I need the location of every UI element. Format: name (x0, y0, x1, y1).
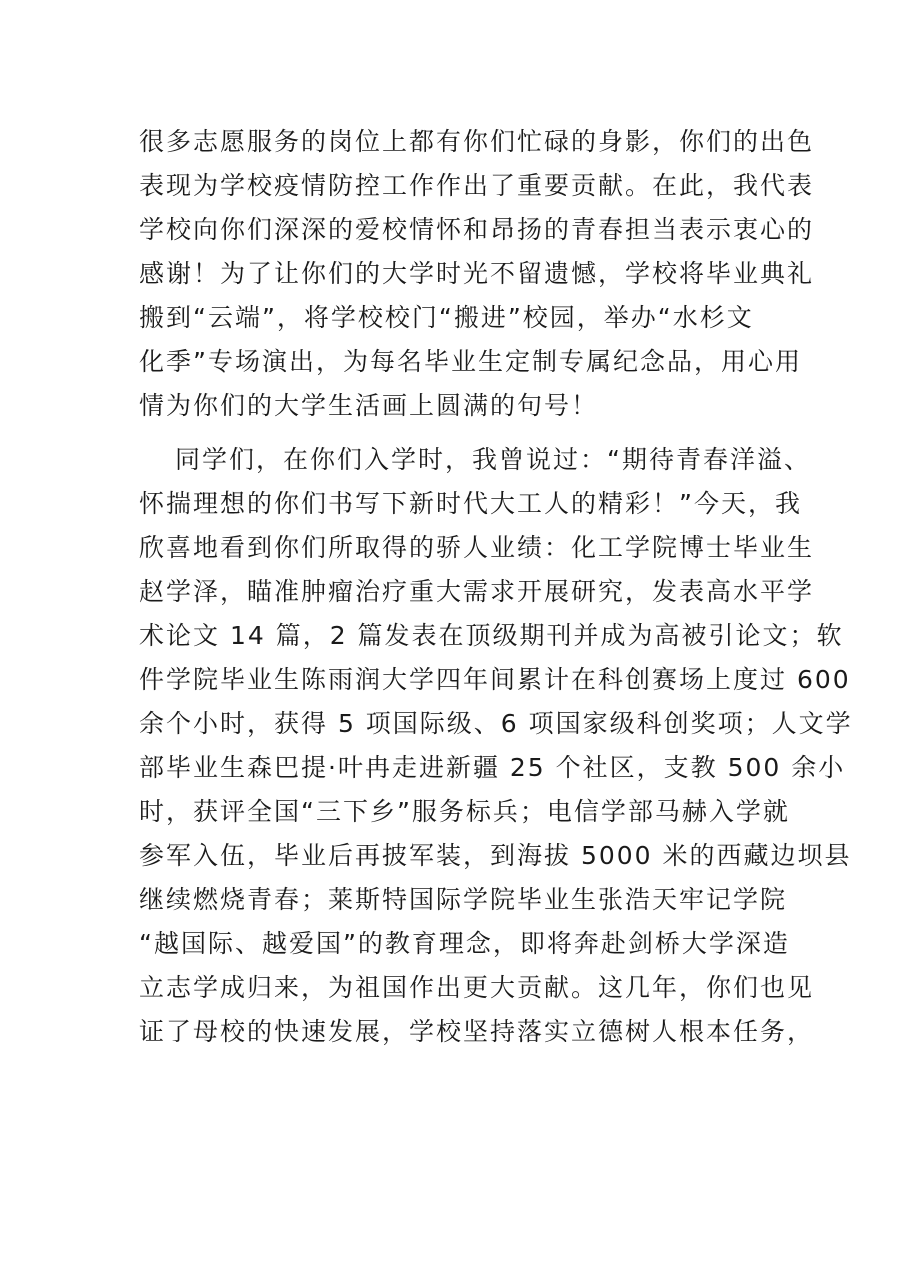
paragraph-2-line: 欣喜地看到你们所取得的骄人业绩：化工学院博士毕业生 (139, 533, 815, 562)
body-text (139, 0, 853, 1286)
paragraph-2-line: 余个小时，获得 5 项国际级、6 项国家级科创奖项；人文学 (139, 709, 853, 738)
paragraph-1-line: 化季”专场演出，为每名毕业生定制专属纪念品，用心用 (139, 347, 802, 376)
paragraph-2-line: 怀揣理想的你们书写下新时代大工人的精彩！”今天，我 (139, 489, 802, 518)
paragraph-2-line: 赵学泽，瞄准肿瘤治疗重大需求开展研究，发表高水平学 (139, 577, 815, 606)
paragraph-1-line: 情为你们的大学生活画上圆满的句号！ (139, 391, 599, 420)
paragraph-1-line: 很多志愿服务的岗位上都有你们忙碌的身影，你们的出色 (139, 127, 815, 156)
paragraph-2-line: 同学们，在你们入学时，我曾说过：“期待青春洋溢、 (175, 445, 811, 474)
paragraph-2-line: “越国际、越爱国”的教育理念，即将奔赴剑桥大学深造 (139, 929, 790, 958)
paragraph-1-line: 搬到“云端”，将学校校门“搬进”校园，举办“水杉文 (139, 303, 754, 332)
paragraph-2-line: 件学院毕业生陈雨润大学四年间累计在科创赛场上度过 600 (139, 665, 851, 694)
paragraph-1-line: 表现为学校疫情防控工作作出了重要贡献。在此，我代表 (139, 171, 815, 200)
paragraph-1-line: 感谢！为了让你们的大学时光不留遗憾，学校将毕业典礼 (139, 259, 815, 288)
paragraph-2-line: 时，获评全国“三下乡”服务标兵；电信学部马赫入学就 (139, 797, 790, 826)
paragraph-2-line: 证了母校的快速发展，学校坚持落实立德树人根本任务， (139, 1017, 815, 1046)
paragraph-1-line: 学校向你们深深的爱校情怀和昂扬的青春担当表示衷心的 (139, 215, 815, 244)
paragraph-2-line: 继续燃烧青春；莱斯特国际学院毕业生张浩天牢记学院 (139, 885, 788, 914)
paragraph-2-line: 立志学成归来，为祖国作出更大贡献。这几年，你们也见 (139, 973, 815, 1002)
paragraph-2-line: 部毕业生森巴提·叶冉走进新疆 25 个社区，支教 500 余小 (139, 753, 846, 782)
paragraph-2-line: 参军入伍，毕业后再披军装，到海拔 5000 米的西藏边坝县 (139, 841, 852, 870)
paragraph-2-line: 术论文 14 篇，2 篇发表在顶级期刊并成为高被引论文；软 (139, 621, 844, 650)
